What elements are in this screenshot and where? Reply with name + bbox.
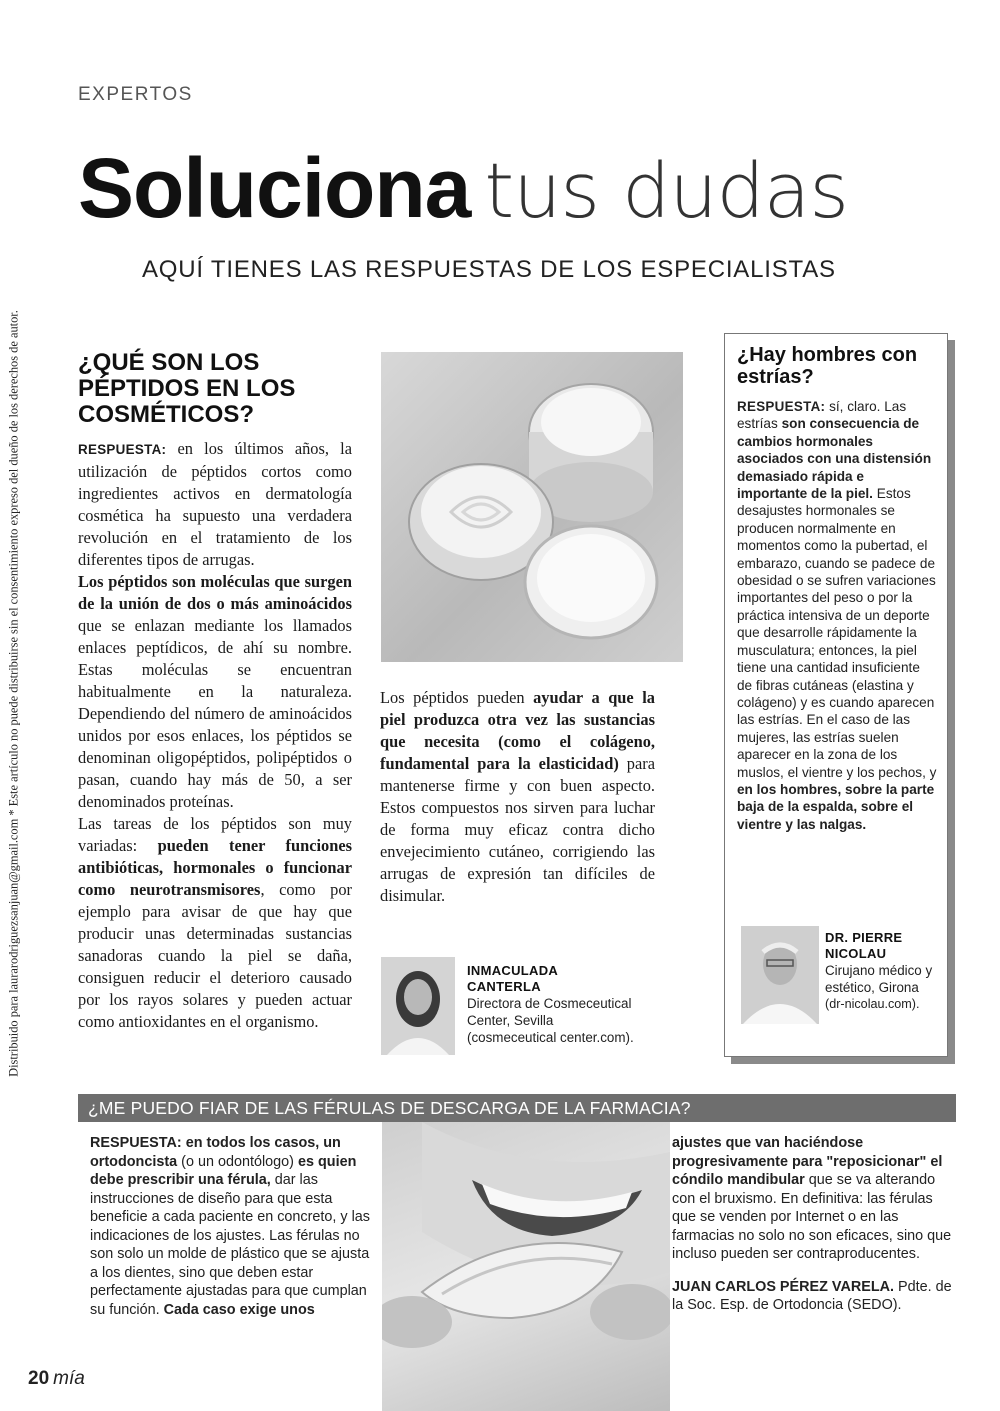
expert-info (825, 930, 937, 1013)
expert-name: INMACULADA (467, 963, 559, 978)
article-paragraph (78, 813, 352, 1033)
article-paragraph (78, 571, 352, 813)
title-bold: Soluciona (78, 141, 471, 235)
article-heading: ¿QUÉ SON LOS PÉPTIDOS EN LOS COSMÉTICOS? (78, 349, 296, 428)
copyright-text: Distribuido para laurarodriguezsanjuan@gmail.com * Este artículo no puede distribuirse sin el consentimiento expreso del dueño de los derechos de autor. (6, 310, 21, 1077)
page-folio (28, 1368, 85, 1390)
expert-portrait (741, 926, 819, 1024)
paragraph-bold: Los péptidos son moléculas que surgen de la unión de dos o más aminoácidos (78, 572, 352, 613)
expert-info (467, 963, 667, 1046)
bottom-question-title: ¿ME PUEDO FIAR DE LAS FÉRULAS DE DESCARGA DE LA FARMACIA? (88, 1098, 691, 1118)
expert-description: Pdte. de la Soc. Esp. de Ortodoncia (SEDO). (672, 1278, 952, 1313)
paragraph-text: sí, claro. Las estrías (737, 399, 907, 432)
paragraph-bold: Cada caso exige unos (163, 1301, 315, 1318)
person-portrait-icon (381, 957, 455, 1055)
title-light: tus dudas (484, 146, 848, 235)
paragraph-bold: ajustes que van haciéndose progresivamente para "reposicionar" el cóndilo mandibular (672, 1135, 943, 1188)
paragraph-text: que se enlazan mediante los llamados enlaces peptídicos, de ahí su nombre. Estas moléculas se encuentran habitualmente en la naturaleza. Dependiendo del número de aminoácidos unidos por esos enlaces, los péptidos se denominan oligopéptidos, polipéptidos o pasan, cuando hay más de 50, a ser denominados proteínas. (78, 616, 352, 811)
sidebar-paragraph (737, 398, 937, 833)
response-label: RESPUESTA: (78, 442, 167, 457)
magazine-name: mía (53, 1368, 85, 1389)
expert-description: Directora de Cosmeceutical Center, Sevilla (467, 996, 632, 1028)
sidebar-content (737, 344, 937, 833)
expert-name: NICOLAU (825, 946, 887, 961)
paragraph-text: en los últimos años, la utilización de péptidos cortos como ingredientes activos en dermatología cosmética ha supuesto una verdadera revolución en el tratamiento de los diferentes tipos de arrugas. (78, 439, 352, 569)
paragraph-text: Las tareas de los péptidos son muy variadas: (78, 814, 352, 855)
paragraph-text: Estos desajustes hormonales se producen normalmente en momentos como la pubertad, el embarazo, cuando se padece de obesidad o se sufren variaciones importantes del peso o por la práctica intensiva de un deporte que desarrolle rápidamente la musculatura; entonces, la piel tiene una cantidad insuficiente de fibras cutáneas (elastina y colágeno) y es cuando aparecen las estrías. En el caso de las mujeres, las estrías suelen aparecer en la zona de los muslos, el vientre y los pechos, y (737, 486, 937, 780)
paragraph-text: Los péptidos pueden (380, 688, 525, 707)
cream-jars-illustration (381, 352, 683, 662)
expert-nicolau (741, 926, 941, 1026)
paragraph-bold: es quien debe prescribir una férula, (90, 1153, 357, 1188)
paragraph-bold: pueden tener funciones antibióticas, hormonales o funcionar como neurotransmisores (78, 836, 352, 899)
section-label: EXPERTOS (78, 84, 193, 105)
expert-inmaculada (381, 957, 671, 1057)
expert-name: JUAN CARLOS PÉREZ VARELA. (672, 1278, 895, 1295)
bottom-question-bar (78, 1094, 956, 1122)
page-subtitle: AQUÍ TIENES LAS RESPUESTAS DE LOS ESPECIALISTAS (142, 256, 836, 283)
person-portrait-icon (741, 926, 819, 1024)
paragraph-text: (o un odontólogo) (181, 1153, 294, 1170)
bottom-col1 (90, 1134, 370, 1319)
expert-website: (dr-nicolau.com). (825, 997, 920, 1011)
smile-splint-illustration (382, 1122, 670, 1411)
sidebar-stretch-marks (724, 333, 948, 1057)
paragraph-text: que se va alterando con el bruxismo. En definitiva: las férulas que se venden por Internet o en las farmacias no solo no son eficaces, sino que incluso pueden ser contraproducentes. (672, 1172, 952, 1262)
page-title (78, 140, 978, 237)
page-number: 20 (28, 1368, 50, 1389)
bottom-col2 (672, 1134, 952, 1315)
expert-website: (cosmeceutical center.com). (467, 1030, 634, 1045)
cream-jars-photo (381, 352, 683, 662)
copyright-note (2, 268, 24, 1128)
response-label: RESPUESTA: (90, 1135, 182, 1151)
paragraph-text: , como por ejemplo para avisar de que hay que producir unas determinadas sustancias sanadoras cuando la piel se daña, consiguen reducir el deterioro causado por los rayos solares y pueden actuar como antioxidantes en el organismo. (78, 880, 352, 1031)
expert-name: CANTERLA (467, 979, 541, 994)
bottom-paragraph (672, 1134, 952, 1264)
paragraph-bold: en todos los casos, un ortodoncista (90, 1135, 341, 1170)
response-label: RESPUESTA: (737, 399, 826, 414)
expert-description: Cirujano médico y estético, Girona (825, 963, 933, 995)
paragraph-bold: en los hombres, sobre la parte baja de la espalda, sobre el vientre y las nalgas. (737, 781, 935, 832)
expert-name: DR. PIERRE (825, 930, 903, 945)
paragraph-text: dar las instrucciones de diseño para que esta beneficie a cada paciente en concreto, y las indicaciones de los ajustes. Las férulas no son solo un molde de plástico que se ajusta a los dientes, sino que deben estar perfectamente ajustadas para que cumplan su función. (90, 1172, 370, 1318)
paragraph-bold: ayudar a que la piel produzca otra vez las sustancias que necesita (como el colágeno, fundamental para la elasticidad) (380, 688, 655, 773)
article-peptides-col2 (380, 687, 655, 907)
expert-portrait (381, 957, 455, 1055)
article-paragraph (78, 438, 352, 571)
splint-photo (382, 1122, 670, 1411)
bottom-expert (672, 1278, 952, 1315)
sidebar-heading: ¿Hay hombres con estrías? (737, 344, 918, 388)
bottom-paragraph (90, 1134, 370, 1319)
paragraph-text: para mantenerse firme y con buen aspecto. Estos compuestos nos sirven para luchar de forma muy eficaz contra dicho envejecimiento cutáneo, corrigiendo las arrugas de expresión tan difíciles de disimular. (380, 754, 655, 905)
article-peptides-col1 (78, 350, 352, 1033)
article-paragraph (380, 687, 655, 907)
paragraph-bold: son consecuencia de cambios hormonales asociados con una distensión demasiado rápida e importante de la piel. (737, 416, 932, 502)
